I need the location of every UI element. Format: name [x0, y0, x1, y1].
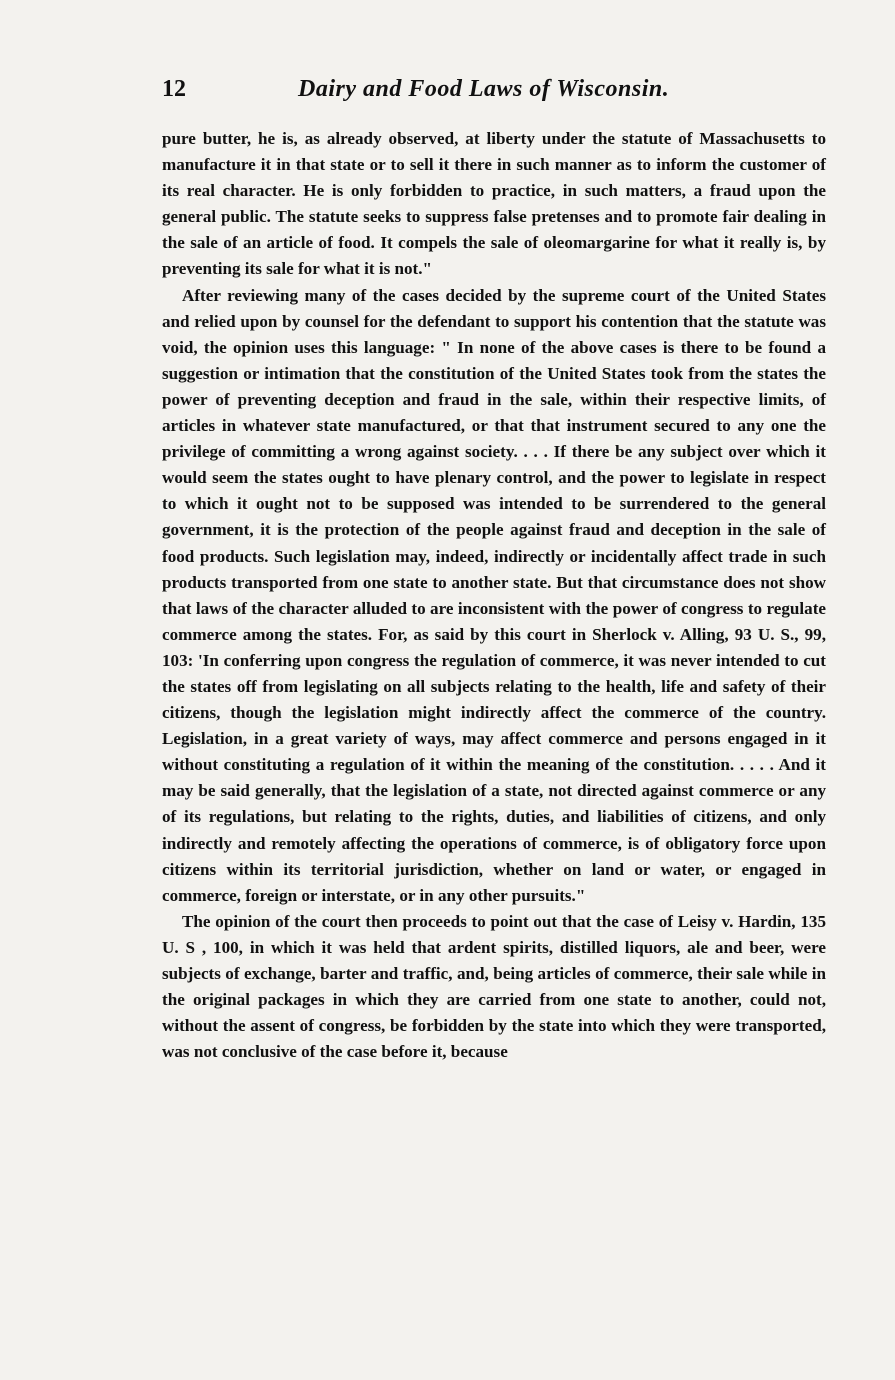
paragraph: The opinion of the court then proceeds to point out that the case of Leisy v. Hardin, 135 U. S , 100, in which it was held that ardent spirits, distilled liquors, ale and beer, were subjects of exchange, barter and traffic, and, being articles of commerce, their sale while in the original packages in which they are carried from one state to another, could not, without the assent of congress, be forbidden by the state into which they were transported, was not conclusive of the case before it, because [162, 911, 826, 1062]
page-header [162, 76, 826, 106]
running-title: Dairy and Food Laws of Wisconsin. [298, 76, 670, 102]
paragraph: After reviewing many of the cases decided by the supreme court of the United States and relied upon by counsel for the defendant to support his contention that the statute was void, the opinion uses this language: " In none of the above cases is there to be found a suggestion or intimation that the constitution of the United States took from the states the power of preventing deception and fraud in the sale, within their respective limits, of articles in whatever state manufactured, or that that instrument secured to any one the privilege of committing a wrong against society. . . . If there be any subject over which it would seem the states ought to have plenary control, and the power to legislate in respect to which it ought not to be supposed was intended to be surrendered to the general government, it is the protection of the people against fraud and deception in the sale of food products. Such legislation may, indeed, indirectly or incidentally affect trade in such products transported from one state to another state. But that circumstance does not show that laws of the character alluded to are inconsistent with the power of congress to regulate commerce among the states. For, as said by this court in Sherlock v. Alling, 93 U. S., 99, 103: 'In conferring upon congress the regulation of commerce, it was never intended to cut the states off from legislating on all subjects relating to the health, life and safety of their citizens, though the legislation might indirectly affect the commerce of the country. Legislation, in a great variety of ways, may affect commerce and persons engaged in it without constituting a regulation of it within the meaning of the constitution. . . . . And it may be said generally, that the legislation of a state, not directed against commerce or any of its regulations, but relating to the rights, duties, and liabilities of citizens, and only indirectly and remotely affecting the operations of commerce, is of obligatory force upon citizens within its territorial jurisdiction, whether on land or water, or engaged in commerce, foreign or interstate, or in any other pursuits." [162, 285, 826, 905]
paragraph-continued: pure butter, he is, as already observed, at liberty under the statute of Massachusetts to manufacture it in that state or to sell it there in such manner as to inform the customer of its real character. He is only forbidden to practice, in such matters, a fraud upon the general public. The statute seeks to suppress false pretenses and to promote fair dealing in the sale of an article of food. It compels the sale of oleomargarine for what it really is, by preventing its sale for what it is not." [162, 129, 826, 279]
page-number: 12 [162, 76, 186, 102]
page-body [162, 126, 826, 1065]
